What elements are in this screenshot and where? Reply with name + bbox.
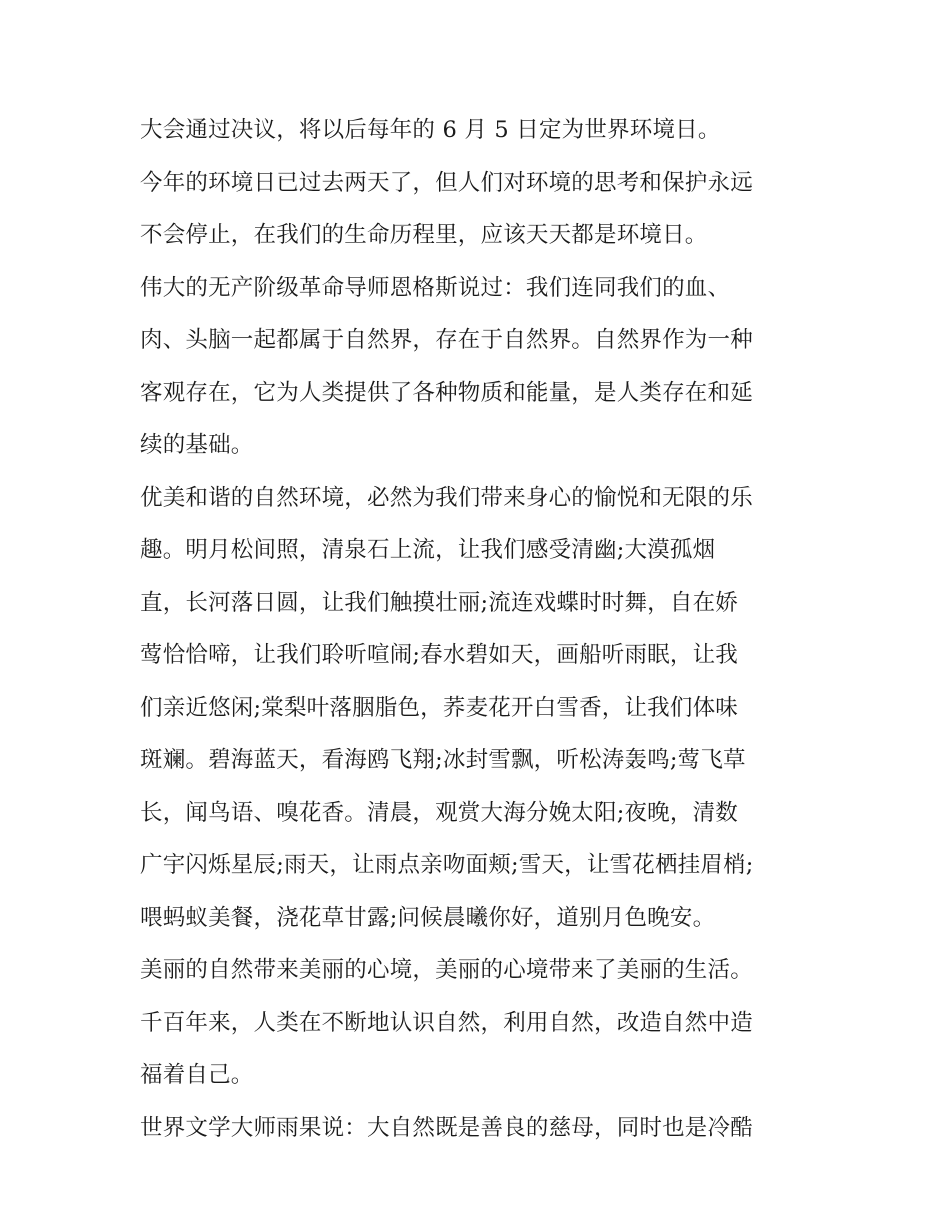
text-line: 斑斓。碧海蓝天，看海鸥飞翔;冰封雪飘，听松涛轰鸣;莺飞草 — [140, 747, 746, 773]
text-line: 美丽的自然带来美丽的心境，美丽的心境带来了美丽的生活。 — [140, 957, 753, 983]
text-line: 趣。明月松间照，清泉石上流，让我们感受清幽;大漠孤烟 — [140, 537, 716, 563]
text-line: 续的基础。 — [140, 432, 254, 458]
text-line: 广宇闪烁星辰;雨天，让雨点亲吻面颊;雪天，让雪花栖挂眉梢; — [140, 852, 754, 878]
text-line: 伟大的无产阶级革命导师恩格斯说过：我们连同我们的血、 — [140, 274, 731, 301]
text-line: 今年的环境日已过去两天了，但人们对环境的思考和保护永远 — [140, 169, 753, 196]
text-line: 客观存在，它为人类提供了各种物质和能量，是人类存在和延 — [140, 379, 753, 406]
text-line: 世界文学大师雨果说：大自然既是善良的慈母，同时也是冷酷 — [140, 1114, 753, 1141]
text-line: 莺恰恰啼，让我们聆听喧闹;春水碧如天，画船听雨眠，让我 — [140, 642, 738, 668]
text-line: 千百年来，人类在不断地认识自然，利用自然，改造自然中造 — [140, 1009, 753, 1036]
text-line: 喂蚂蚁美餐，浇花草甘露;问候晨曦你好，道别月色晚安。 — [140, 904, 716, 931]
text-line: 长，闻鸟语、嗅花香。清晨，观赏大海分娩太阳;夜晚，清数 — [140, 799, 738, 826]
text-line: 优美和谐的自然环境，必然为我们带来身心的愉悦和无限的乐 — [140, 484, 753, 511]
text-line: 不会停止，在我们的生命历程里，应该天天都是环境日。 — [140, 222, 708, 248]
document-body — [140, 104, 840, 1154]
text-line: 肉、头脑一起都属于自然界，存在于自然界。自然界作为一种 — [140, 327, 753, 353]
text-line: 们亲近悠闲;棠梨叶落胭脂色，荞麦花开白雪香，让我们体味 — [140, 694, 738, 721]
text-line: 福着自己。 — [140, 1062, 254, 1088]
text-line: 大会通过决议，将以后每年的 6 月 5 日定为世界环境日。 — [140, 117, 721, 143]
text-line: 直，长河落日圆，让我们触摸壮丽;流连戏蝶时时舞，自在娇 — [140, 589, 738, 616]
